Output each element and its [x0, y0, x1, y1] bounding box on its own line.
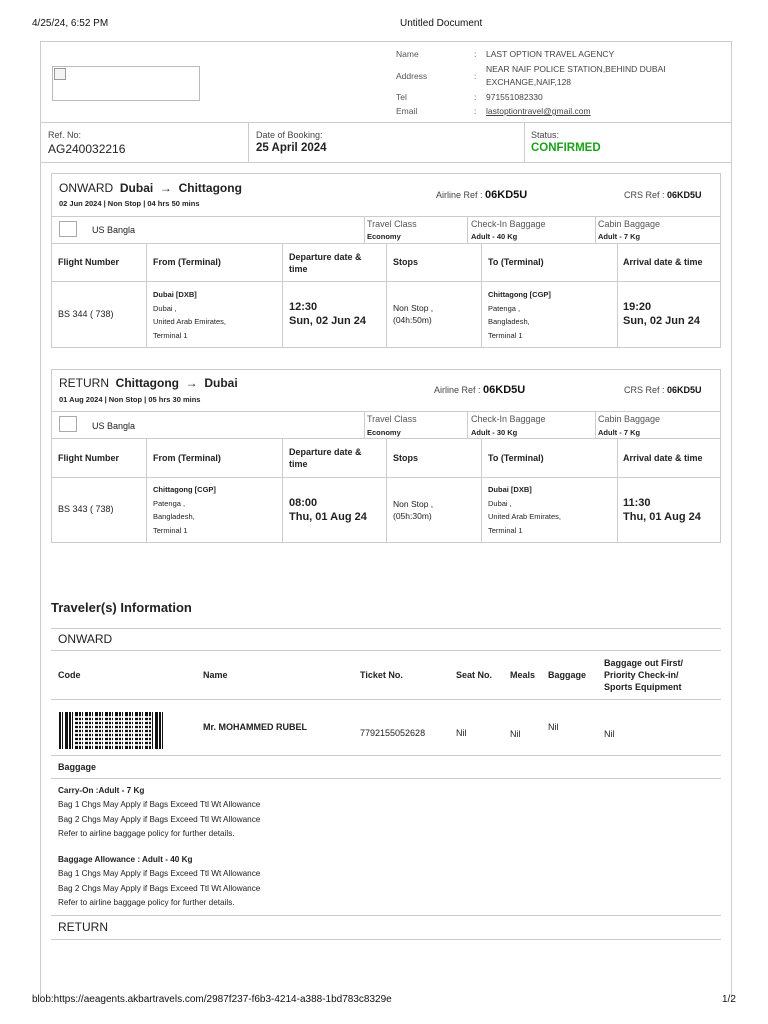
divider	[364, 411, 365, 438]
from-country: United Arab Emirates,	[153, 317, 226, 326]
extras: Nil	[604, 729, 615, 739]
divider	[51, 650, 721, 651]
arrival-time: 19:20	[623, 301, 652, 313]
return-direction: RETURN	[59, 376, 109, 390]
carry-on-line: Bag 2 Chgs May Apply if Bags Exceed Ttl Wt Allowance	[58, 814, 261, 824]
print-url: blob:https://aeagents.akbartravels.com/2987f237-f6b3-4214-a388-1bd783c8329e	[32, 994, 392, 1005]
col-stops: Stops	[393, 257, 419, 267]
col-stops: Stops	[393, 453, 419, 463]
divider	[51, 915, 721, 916]
cabin-baggage: Adult - 7 Kg	[598, 428, 641, 437]
crs-ref-label: CRS Ref :	[624, 190, 665, 200]
agency-sep: :	[474, 71, 477, 81]
arrival-datetime	[623, 300, 700, 328]
col-seat: Seat No.	[456, 670, 493, 680]
agency-address-label: Address	[396, 71, 428, 81]
crs-ref-value: 06KD5U	[667, 190, 702, 200]
arrival-date: Sun, 02 Jun 24	[623, 315, 701, 327]
departure-time: 08:00	[289, 497, 318, 509]
col-baggage: Baggage	[548, 670, 587, 680]
col-arrival: Arrival date & time	[623, 257, 703, 267]
onward-airline-ref	[436, 189, 527, 201]
to-terminal-name: Terminal 1	[488, 330, 523, 340]
agency-email-link[interactable]: lastoptiontravel@gmail.com	[486, 106, 591, 116]
departure-time: 12:30	[289, 301, 318, 313]
carry-on-line: Bag 1 Chgs May Apply if Bags Exceed Ttl Wt Allowance	[58, 800, 261, 810]
divider	[386, 243, 387, 348]
return-from-city: Chittagong	[115, 376, 179, 390]
print-datetime: 4/25/24, 6:52 PM	[32, 18, 109, 29]
crs-ref-label: CRS Ref :	[624, 385, 665, 395]
agency-address-line2: EXCHANGE,NAIF,128	[486, 77, 572, 87]
onward-from-city: Dubai	[119, 181, 154, 195]
return-route	[59, 376, 238, 390]
col-from: From (Terminal)	[153, 257, 221, 267]
flight-number: BS 343 ( 738)	[58, 504, 114, 514]
col-name: Name	[203, 670, 228, 680]
airline-logo	[59, 416, 77, 432]
baggage: Nil	[548, 722, 559, 732]
col-to: To (Terminal)	[488, 257, 544, 267]
divider	[364, 216, 365, 243]
airline-ref-label: Airline Ref :	[436, 190, 483, 200]
divider	[595, 216, 596, 243]
return-airline: US Bangla	[92, 421, 136, 431]
booking-date-label: Date of Booking:	[256, 130, 323, 140]
to-country: United Arab Emirates,	[488, 512, 561, 521]
to-city: Patenga ,	[488, 303, 521, 313]
allowance-line: Bag 1 Chgs May Apply if Bags Exceed Ttl Wt Allowance	[58, 869, 261, 879]
airline-ref-value: 06KD5U	[483, 384, 526, 396]
checkin-baggage-label: Check-In Baggage	[471, 219, 546, 229]
airline-ref-label: Airline Ref :	[434, 385, 481, 395]
departure-datetime	[289, 496, 367, 524]
arrow-right-icon: →	[185, 376, 198, 390]
status-badge: CONFIRMED	[531, 142, 601, 154]
allowance-line: Refer to airline baggage policy for further details.	[58, 897, 235, 907]
travelers-return-label: RETURN	[58, 920, 108, 934]
col-departure: Departure date & time	[289, 447, 362, 469]
travelers-heading: Traveler(s) Information	[51, 600, 192, 615]
divider	[51, 699, 721, 700]
divider	[282, 438, 283, 543]
to-country: Bangladesh,	[488, 317, 530, 326]
agency-sep: :	[474, 92, 477, 102]
allowance-line: Bag 2 Chgs May Apply if Bags Exceed Ttl Wt Allowance	[58, 883, 261, 893]
from-terminal	[153, 288, 226, 342]
to-terminal	[488, 483, 561, 537]
cabin-baggage: Adult - 7 Kg	[598, 232, 641, 241]
col-extras-line3: Sports Equipment	[604, 682, 682, 692]
stops	[393, 498, 433, 522]
to-airport: Chittagong [CGP]	[488, 290, 551, 299]
divider	[617, 438, 618, 543]
divider	[595, 411, 596, 438]
cabin-baggage-label: Cabin Baggage	[598, 219, 661, 229]
agency-tel-label: Tel	[396, 92, 407, 102]
stops	[393, 302, 433, 326]
divider	[386, 438, 387, 543]
col-meals: Meals	[510, 670, 536, 680]
from-terminal-name: Terminal 1	[153, 330, 188, 340]
departure-datetime	[289, 300, 366, 328]
onward-direction: ONWARD	[59, 181, 114, 195]
divider	[467, 411, 468, 438]
agency-logo	[52, 66, 200, 101]
divider	[51, 755, 721, 756]
col-to: To (Terminal)	[488, 453, 544, 463]
col-flight-number: Flight Number	[58, 257, 119, 267]
stops-duration: (04h:50m)	[393, 315, 432, 325]
onward-airline: US Bangla	[92, 225, 136, 235]
travel-class-label: Travel Class	[367, 219, 417, 229]
travelers-onward-label: ONWARD	[58, 632, 113, 646]
from-city: Dubai ,	[153, 303, 177, 313]
arrow-right-icon: →	[159, 181, 172, 195]
booking-date: 25 April 2024	[256, 142, 327, 154]
divider	[146, 438, 147, 543]
col-code: Code	[58, 670, 81, 680]
carry-on-title: Carry-On :Adult - 7 Kg	[58, 786, 145, 795]
agency-sep: :	[474, 106, 477, 116]
stops-duration: (05h:30m)	[393, 511, 432, 521]
col-extras-line2: Priority Check-in/	[604, 670, 679, 680]
divider	[481, 438, 482, 543]
departure-date: Thu, 01 Aug 24	[289, 511, 367, 523]
divider	[524, 123, 525, 163]
agency-address-line1: NEAR NAIF POLICE STATION,BEHIND DUBAI	[486, 64, 666, 74]
to-city: Dubai ,	[488, 498, 512, 508]
agency-name: LAST OPTION TRAVEL AGENCY	[486, 49, 615, 59]
seat-number: Nil	[456, 728, 467, 738]
divider	[51, 216, 721, 217]
meals: Nil	[510, 729, 521, 739]
divider	[51, 411, 721, 412]
return-to-city: Dubai	[204, 376, 238, 390]
print-doc-title: Untitled Document	[400, 18, 483, 29]
to-terminal	[488, 288, 551, 342]
divider	[617, 243, 618, 348]
allowance-info	[58, 853, 260, 910]
agency-sep: :	[474, 49, 477, 59]
allowance-title: Baggage Allowance : Adult - 40 Kg	[58, 855, 193, 864]
to-airport: Dubai [DXB]	[488, 485, 532, 494]
ref-label: Ref. No:	[48, 130, 82, 140]
col-arrival: Arrival date & time	[623, 453, 703, 463]
divider	[481, 243, 482, 348]
divider	[51, 778, 721, 779]
crs-ref-value: 06KD5U	[667, 385, 702, 395]
arrival-date: Thu, 01 Aug 24	[623, 511, 701, 523]
onward-to-city: Chittagong	[178, 181, 242, 195]
carry-on-info	[58, 784, 260, 841]
baggage-heading: Baggage	[58, 762, 97, 772]
col-extras	[604, 657, 683, 693]
divider	[51, 939, 721, 940]
from-terminal-name: Terminal 1	[153, 525, 188, 535]
col-from: From (Terminal)	[153, 453, 221, 463]
from-airport: Chittagong [CGP]	[153, 485, 216, 494]
stops-type: Non Stop ,	[393, 303, 434, 313]
return-summary: 01 Aug 2024 | Non Stop | 05 hrs 30 mins	[59, 395, 201, 404]
onward-crs-ref	[624, 190, 702, 200]
traveler-name: Mr. MOHAMMED RUBEL	[203, 722, 307, 732]
booking-info-row	[40, 123, 732, 163]
col-extras-line1: Baggage out First/	[604, 658, 684, 668]
barcode	[59, 712, 163, 749]
broken-image-icon	[54, 68, 66, 80]
from-city: Patenga ,	[153, 498, 186, 508]
cabin-baggage-label: Cabin Baggage	[598, 414, 661, 424]
departure-date: Sun, 02 Jun 24	[289, 315, 367, 327]
ref-number: AG240032216	[48, 142, 126, 156]
return-airline-ref	[434, 384, 525, 396]
arrival-time: 11:30	[623, 497, 651, 509]
arrival-datetime	[623, 496, 701, 524]
from-airport: Dubai [DXB]	[153, 290, 197, 299]
travel-class: Economy	[367, 428, 401, 437]
agency-tel: 971551082330	[486, 92, 543, 102]
travel-class-label: Travel Class	[367, 414, 417, 424]
col-flight-number: Flight Number	[58, 453, 119, 463]
checkin-baggage: Adult - 30 Kg	[471, 428, 518, 437]
flight-number: BS 344 ( 738)	[58, 309, 114, 319]
ticket-number: 7792155052628	[360, 728, 426, 738]
divider	[146, 243, 147, 348]
divider	[282, 243, 283, 348]
divider	[467, 216, 468, 243]
airline-ref-value: 06KD5U	[485, 189, 528, 201]
to-terminal-name: Terminal 1	[488, 525, 523, 535]
travel-class: Economy	[367, 232, 401, 241]
print-page-number: 1/2	[722, 994, 736, 1005]
divider	[248, 123, 249, 163]
stops-type: Non Stop ,	[393, 499, 434, 509]
from-country: Bangladesh,	[153, 512, 195, 521]
divider	[51, 628, 721, 629]
onward-route	[59, 181, 242, 195]
agency-name-label: Name	[396, 49, 419, 59]
onward-summary: 02 Jun 2024 | Non Stop | 04 hrs 50 mins	[59, 199, 200, 208]
checkin-baggage-label: Check-In Baggage	[471, 414, 546, 424]
col-departure: Departure date & time	[289, 252, 362, 274]
return-crs-ref	[624, 385, 702, 395]
from-terminal	[153, 483, 216, 537]
checkin-baggage: Adult - 40 Kg	[471, 232, 518, 241]
carry-on-line: Refer to airline baggage policy for further details.	[58, 828, 235, 838]
status-label: Status:	[531, 130, 560, 140]
col-ticket: Ticket No.	[360, 670, 403, 680]
agency-email-label: Email	[396, 106, 418, 116]
airline-logo	[59, 221, 77, 237]
